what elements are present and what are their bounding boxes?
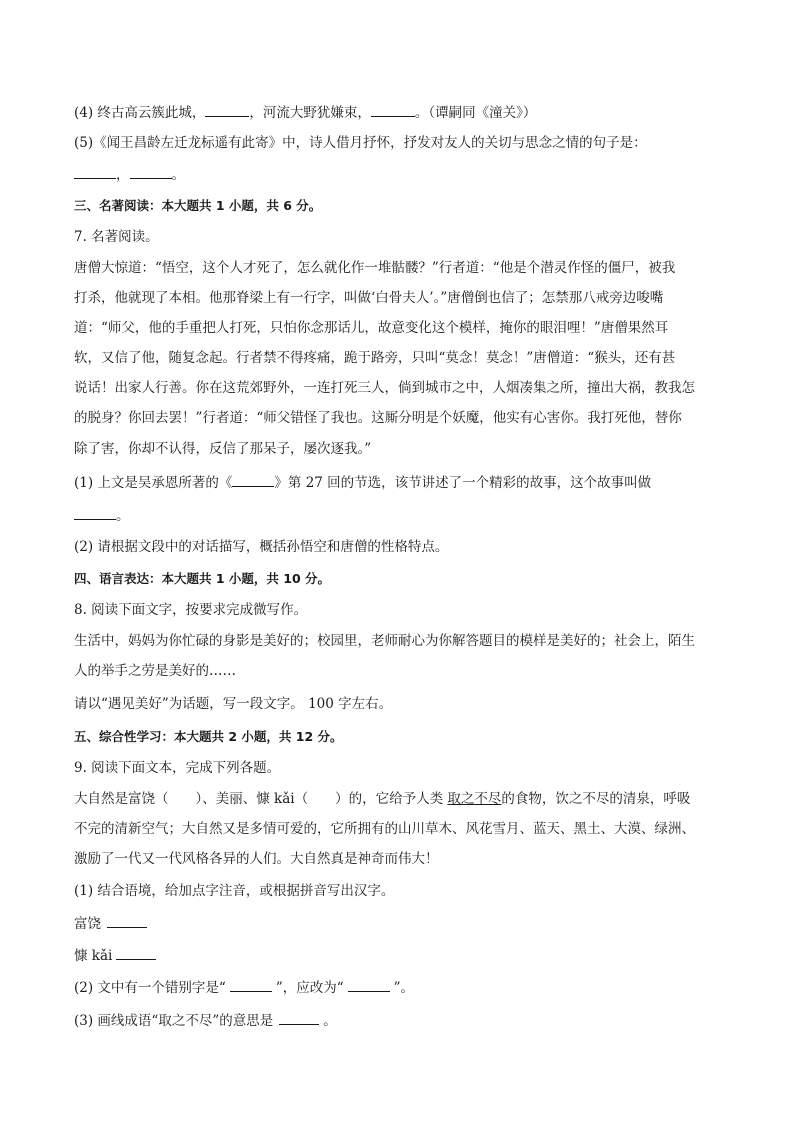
passage-line: 除了害，你却不认得，反信了那呆子，屡次逐我。”	[74, 441, 372, 457]
answer-blank[interactable]	[74, 505, 116, 520]
passage-line	[74, 789, 734, 809]
passage-line: 激励了一代又一代风格各异的人们。大自然真是神奇而伟大！	[74, 851, 439, 867]
question-9-sub-2	[74, 977, 734, 998]
question-5	[74, 133, 734, 153]
question-4	[74, 102, 734, 123]
q9-sub3-a: (3) 画线成语“取之不尽”的意思是	[74, 1013, 274, 1029]
answer-blank[interactable]	[130, 164, 172, 179]
question-7-sub-2: (2) 请根据文段中的对话描写，概括孙悟空和唐僧的性格特点。	[74, 539, 449, 555]
q5-text: (5)《闻王昌龄左迁龙标遥有此寄》中，诗人借月抒怀，抒发对友人的关切与思念之情的句子是：	[74, 135, 647, 151]
q9-sub2-c: ”。	[393, 980, 415, 996]
question-5-answer	[74, 164, 734, 185]
passage-line: 不完的清新空气；大自然又是多情可爱的，它所拥有的山川草木、风花雪月、蓝天、黑土、大漠、绿洲、	[74, 821, 695, 837]
q7-sub1-mid: 》第 27 回的节选，该节讲述了一个精彩的故事，这个故事叫做	[274, 475, 652, 491]
question-7-sub-1-answer	[74, 505, 734, 526]
passage-line: 软，又信了他，随复念起。行者禁不得疼痛，跪于路旁，只叫“莫念！莫念！”唐僧道：“猴头，还有甚	[74, 350, 676, 366]
answer-blank[interactable]	[279, 1010, 319, 1025]
passage-line: 人的举手之劳是美好的……	[74, 663, 236, 679]
passage-line: 的脱身？你回去罢！”行者道：“师父错怪了我也。这厮分明是个妖魔，他实有心害你。我打死他，替你	[74, 410, 682, 426]
section-heading: 五、综合性学习：本大题共 2 小题，共 12 分。	[74, 729, 343, 744]
q5-sep: ，	[116, 167, 130, 183]
passage-line: 唐僧大惊道：“悟空，这个人才死了，怎么就化作一堆骷髅？”行者道：“他是个潜灵作怪的僵尸，被我	[74, 260, 676, 276]
answer-blank[interactable]	[74, 164, 116, 179]
passage-line: 道：“师父，他的手重把人打死，只怕你念那话儿，故意变化这个模样，掩你的眼泪哩！”唐僧果然耳	[74, 320, 669, 336]
q5-end: 。	[171, 167, 185, 183]
pinyin-word: 慷 kǎi	[74, 948, 113, 964]
answer-blank[interactable]	[371, 102, 415, 117]
question-8-title: 8. 阅读下面文字，按要求完成微写作。	[74, 602, 308, 618]
answer-blank[interactable]	[348, 977, 390, 992]
q9-sub2-a: (2) 文中有一个错别字是“	[74, 980, 226, 996]
q9-sub2-b: ”，应改为“	[275, 980, 344, 996]
answer-blank[interactable]	[230, 977, 272, 992]
q4-prefix: (4) 终古高云簇此城，	[74, 105, 206, 121]
q9-sub3-b: 。	[323, 1013, 337, 1029]
q4-mid: ，河流大野犹嫌束，	[249, 105, 371, 121]
q7-sub1-prefix: (1) 上文是吴承恩所著的《	[74, 475, 233, 491]
pinyin-word: 富饶	[74, 916, 101, 932]
passage-line: 打杀，他就现了本相。他那脊梁上有一行字，叫做‘白骨夫人’。”唐僧倒也信了；怎禁那八戒旁边唆嘴	[74, 290, 664, 306]
q4-suffix: 。（谭嗣同《潼关》）	[414, 105, 537, 121]
pinyin-item	[74, 913, 734, 934]
question-9-sub-3	[74, 1010, 734, 1031]
answer-blank[interactable]	[205, 102, 249, 117]
section-heading: 四、语言表达：本大题共 1 小题，共 10 分。	[74, 571, 331, 586]
q7-sub1-end: 。	[116, 508, 130, 524]
answer-blank[interactable]	[107, 913, 147, 928]
pinyin-item	[74, 945, 734, 966]
underlined-idiom: 取之不尽	[447, 791, 502, 807]
question-9-title: 9. 阅读下面文本，完成下列各题。	[74, 760, 281, 776]
section-heading: 三、名著阅读：本大题共 1 小题，共 6 分。	[74, 198, 322, 213]
passage-text: 的食物，饮之不尽的清泉，呼吸	[501, 791, 691, 807]
passage-text: 大自然是富饶（ ）、美丽、慷 kǎi（ ）的，它给予人类	[74, 791, 448, 807]
answer-blank[interactable]	[116, 945, 156, 960]
question-7-sub-1	[74, 472, 734, 493]
question-8-task: 请以“遇见美好”为话题，写一段文字。 100 字左右。	[74, 696, 393, 712]
passage-line: 说话！出家人行善。你在这荒郊野外，一连打死三人，倘到城市之中，人烟凑集之所，撞出大祸，教我怎	[74, 380, 695, 396]
answer-blank[interactable]	[232, 472, 274, 487]
passage-line: 生活中，妈妈为你忙碌的身影是美好的；校园里，老师耐心为你解答题目的模样是美好的；社会上，陌生	[74, 633, 695, 649]
question-9-sub-1: (1) 结合语境，给加点字注音，或根据拼音写出汉字。	[74, 883, 395, 899]
question-7-title: 7. 名著阅读。	[74, 229, 159, 245]
